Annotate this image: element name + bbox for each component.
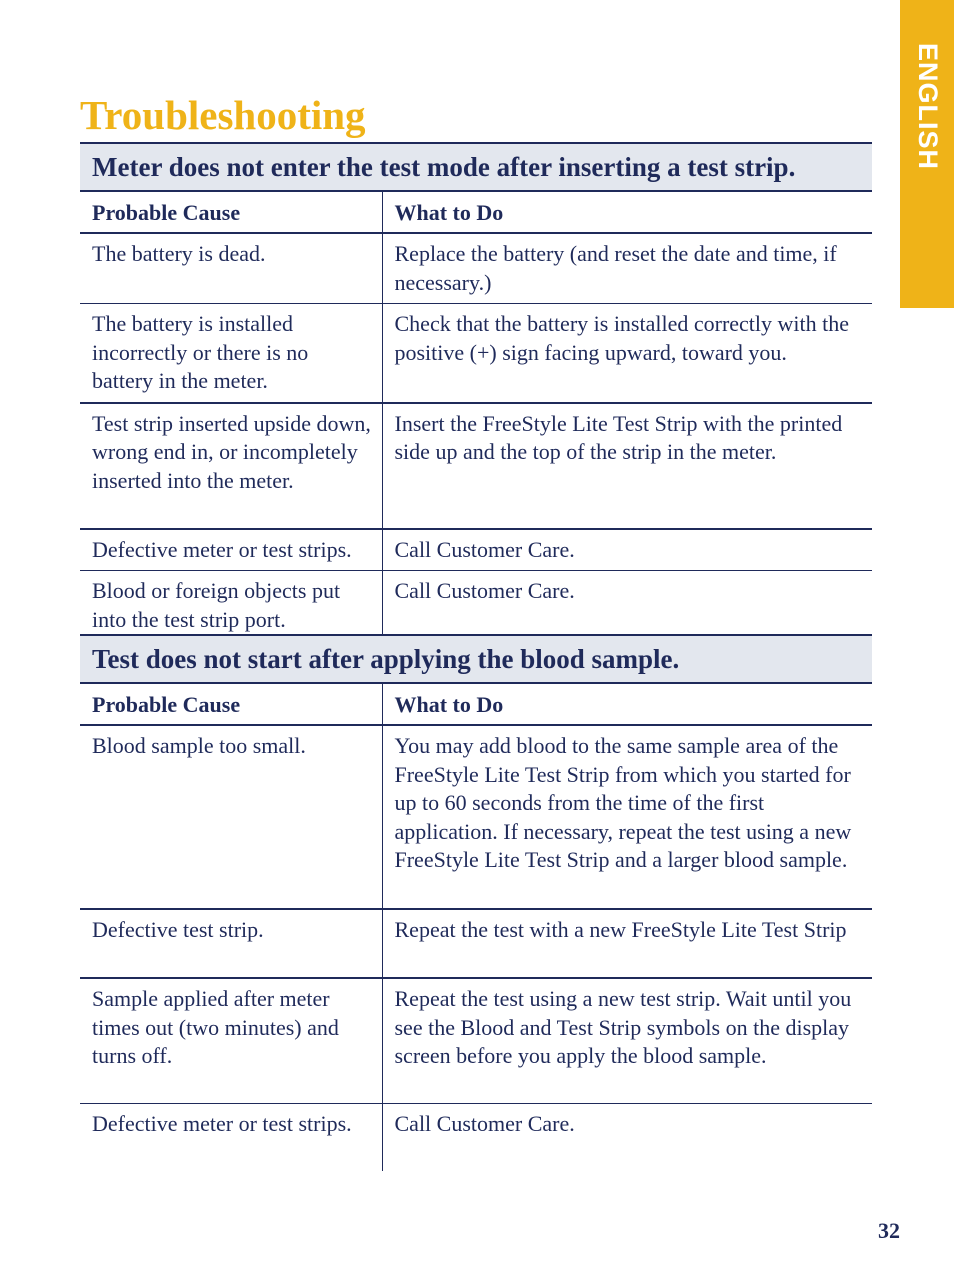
language-tab-label-wrap: [900, 0, 954, 308]
page-title: Troubleshooting: [80, 92, 366, 138]
cause-cell: The battery is installed incorrectly or there is no battery in the meter.: [80, 304, 382, 403]
action-cell: Call Customer Care.: [382, 571, 872, 641]
table-row: [80, 233, 872, 304]
table-row: [80, 571, 872, 641]
section-heading-row: [80, 143, 872, 191]
cause-cell: Defective meter or test strips.: [92, 1110, 352, 1136]
cause-cell: Blood sample too small.: [80, 725, 382, 909]
cause-cell: Blood or foreign objects put into the test strip port.: [92, 578, 341, 632]
page-number: 32: [878, 1218, 900, 1243]
action-cell: You may add blood to the same sample area of the FreeStyle Lite Test Strip from which you started for up to 60 seconds from the time of the first application. If necessary, repeat the test using a new FreeStyle Lite Test Strip and a larger blood sample.: [382, 725, 872, 909]
action-cell: Insert the FreeStyle Lite Test Strip with the printed side up and the top of the strip in the meter.: [382, 403, 872, 529]
column-header-row: [80, 683, 872, 725]
table-row: [80, 725, 872, 909]
action-cell: Call Customer Care.: [382, 529, 872, 571]
language-tab-label: ENGLISH: [912, 42, 943, 170]
action-cell: Repeat the test using a new test strip. Wait until you see the Blood and Test Strip symbols on the display screen before you apply the blood sample.: [382, 978, 872, 1103]
column-header-action: What to Do: [382, 683, 872, 725]
cause-cell: Test strip inserted upside down, wrong end in, or incompletely inserted into the meter.: [80, 403, 382, 529]
table-row: [80, 304, 872, 403]
section-heading: Meter does not enter the test mode after inserting a test strip.: [80, 143, 872, 191]
table-row: [80, 1103, 872, 1171]
cause-cell: Defective meter or test strips.: [80, 529, 382, 571]
cause-cell: Defective test strip.: [80, 909, 382, 978]
action-cell: Call Customer Care.: [382, 1103, 872, 1171]
table-row: [80, 909, 872, 978]
table-row: [80, 529, 872, 571]
action-cell: Repeat the test with a new FreeStyle Lite Test Strip: [382, 909, 872, 978]
column-header-action: What to Do: [382, 191, 872, 233]
action-cell: Replace the battery (and reset the date and time, if necessary.): [382, 233, 872, 304]
table-row: [80, 978, 872, 1103]
action-cell: Check that the battery is installed correctly with the positive (+) sign facing upward, toward you.: [382, 304, 872, 403]
section-heading-row: [80, 635, 872, 683]
cause-cell: Sample applied after meter times out (two minutes) and turns off.: [80, 978, 382, 1103]
troubleshooting-table-1: [80, 142, 872, 640]
column-header-row: [80, 191, 872, 233]
column-header-cause: Probable Cause: [80, 191, 382, 233]
column-header-cause: Probable Cause: [80, 683, 382, 725]
table-row: [80, 403, 872, 529]
troubleshooting-table-2: [80, 634, 872, 1171]
section-heading: Test does not start after applying the blood sample.: [80, 635, 872, 683]
cause-cell: The battery is dead.: [80, 233, 382, 304]
